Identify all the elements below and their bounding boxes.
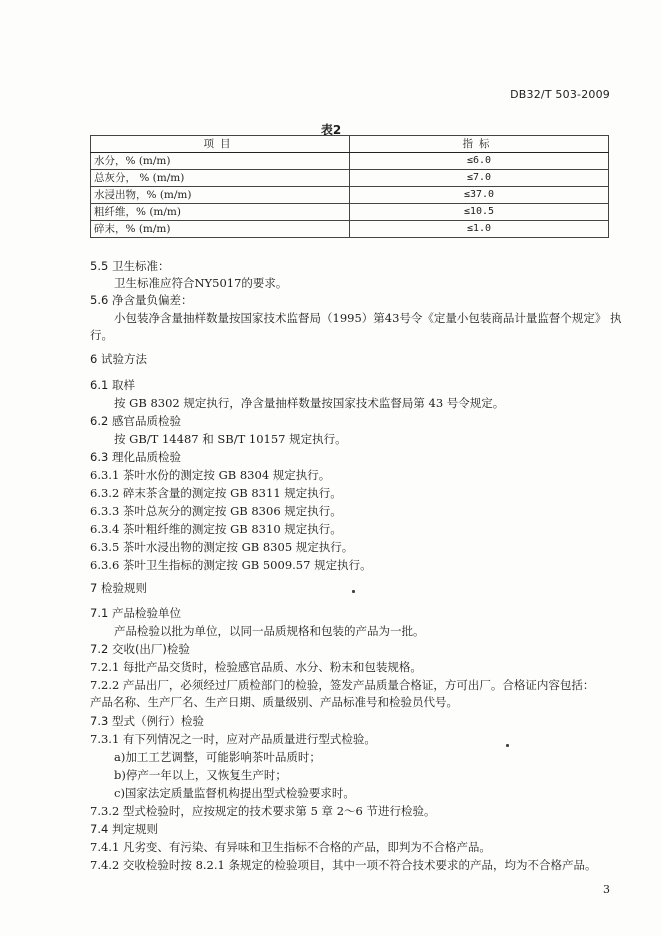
paragraph-line: 小包装净含量抽样数量按国家技术监督局（1995）第43号令《定量小包装商品计量监督个规定》 执 bbox=[114, 311, 622, 325]
paragraph-line: 6.3.4 茶叶粗纤维的测定按 GB 8310 规定执行。 bbox=[90, 522, 342, 536]
section-7-heading: 7 检验规则 bbox=[90, 581, 147, 595]
list-item: c)国家法定质量监督机构提出型式检验要求时。 bbox=[114, 786, 355, 800]
paragraph-line: 卫生标准应符合NY5017的要求。 bbox=[114, 276, 288, 290]
list-item: a)加工工艺调整，可能影响茶叶品质时； bbox=[114, 750, 321, 764]
paragraph-line: 按 GB 8302 规定执行，净含量抽样数量按国家技术监督局第 43 号令规定。 bbox=[114, 396, 505, 410]
table-row bbox=[91, 187, 609, 204]
section-5-6-heading: 5.6 净含量负偏差： bbox=[90, 293, 193, 307]
table-header-row bbox=[91, 136, 609, 153]
standard-code: DB32/T 503-2009 bbox=[510, 88, 610, 101]
section-7-1-heading: 7.1 产品检验单位 bbox=[90, 606, 181, 620]
section-6-1-heading: 6.1 取样 bbox=[90, 378, 135, 392]
section-7-2-heading: 7.2 交收(出厂)检验 bbox=[90, 642, 190, 656]
column-header-value: 指标 bbox=[350, 136, 609, 153]
section-6-3-heading: 6.3 理化品质检验 bbox=[90, 450, 181, 464]
paragraph-line: 行。 bbox=[90, 328, 113, 342]
paragraph-line: 7.3.2 型式检验时，应按规定的技术要求第 5 章 2～6 节进行检验。 bbox=[90, 804, 436, 818]
paragraph-line: 7.2.1 每批产品交货时，检验感官品质、水分、粉末和包装规格。 bbox=[90, 660, 422, 674]
page-number: 3 bbox=[603, 883, 610, 896]
paragraph-line: 产品名称、生产厂名、生产日期、质量级别、产品标准号和检验员代号。 bbox=[90, 695, 458, 709]
scan-speck bbox=[506, 744, 509, 747]
paragraph-line: 7.2.2 产品出厂，必须经过厂质检部门的检验，签发产品质量合格证，方可出厂。合格证内容包括： bbox=[90, 678, 595, 692]
table-title: 表2 bbox=[320, 123, 342, 137]
cell-value: ≤10.5 bbox=[350, 204, 609, 221]
section-6-2-heading: 6.2 感官品质检验 bbox=[90, 414, 181, 428]
section-7-3-heading: 7.3 型式（例行）检验 bbox=[90, 714, 204, 728]
paragraph-line: 6.3.1 茶叶水份的测定按 GB 8304 规定执行。 bbox=[90, 468, 331, 482]
table-row bbox=[91, 153, 609, 170]
list-item: b)停产一年以上，又恢复生产时； bbox=[114, 768, 287, 782]
cell-value: ≤6.0 bbox=[350, 153, 609, 170]
cell-value: ≤7.0 bbox=[350, 170, 609, 187]
cell-item: 粗纤维，% (m/m) bbox=[91, 204, 350, 221]
spec-table bbox=[90, 135, 609, 238]
cell-item: 水分，% (m/m) bbox=[91, 153, 350, 170]
table-row bbox=[91, 221, 609, 238]
cell-value: ≤37.0 bbox=[350, 187, 609, 204]
paragraph-line: 6.3.2 碎末茶含量的测定按 GB 8311 规定执行。 bbox=[90, 486, 342, 500]
paragraph-line: 7.4.2 交收检验时按 8.2.1 条规定的检验项目，其中一项不符合技术要求的产品，均为不合格产品。 bbox=[90, 858, 597, 872]
paragraph-line: 按 GB/T 14487 和 SB/T 10157 规定执行。 bbox=[114, 432, 347, 446]
column-header-item: 项目 bbox=[91, 136, 350, 153]
paragraph-line: 7.3.1 有下列情况之一时，应对产品质量进行型式检验。 bbox=[90, 732, 376, 746]
table-row bbox=[91, 170, 609, 187]
paragraph-line: 6.3.6 茶叶卫生指标的测定按 GB 5009.57 规定执行。 bbox=[90, 558, 372, 572]
cell-value: ≤1.0 bbox=[350, 221, 609, 238]
section-7-4-heading: 7.4 判定规则 bbox=[90, 822, 158, 836]
paragraph-line: 6.3.3 茶叶总灰分的测定按 GB 8306 规定执行。 bbox=[90, 504, 342, 518]
table-row bbox=[91, 204, 609, 221]
section-6-heading: 6 试验方法 bbox=[90, 352, 147, 366]
cell-item: 总灰分， % (m/m) bbox=[91, 170, 350, 187]
paragraph-line: 产品检验以批为单位，以同一品质规格和包装的产品为一批。 bbox=[114, 624, 425, 638]
cell-item: 碎末，% (m/m) bbox=[91, 221, 350, 238]
cell-item: 水浸出物，% (m/m) bbox=[91, 187, 350, 204]
paragraph-line: 6.3.5 茶叶水浸出物的测定按 GB 8305 规定执行。 bbox=[90, 540, 354, 554]
scan-speck bbox=[352, 590, 355, 593]
section-5-5-heading: 5.5 卫生标准： bbox=[90, 259, 170, 273]
paragraph-line: 7.4.1 凡劣变、有污染、有异味和卫生指标不合格的产品，即判为不合格产品。 bbox=[90, 840, 491, 854]
